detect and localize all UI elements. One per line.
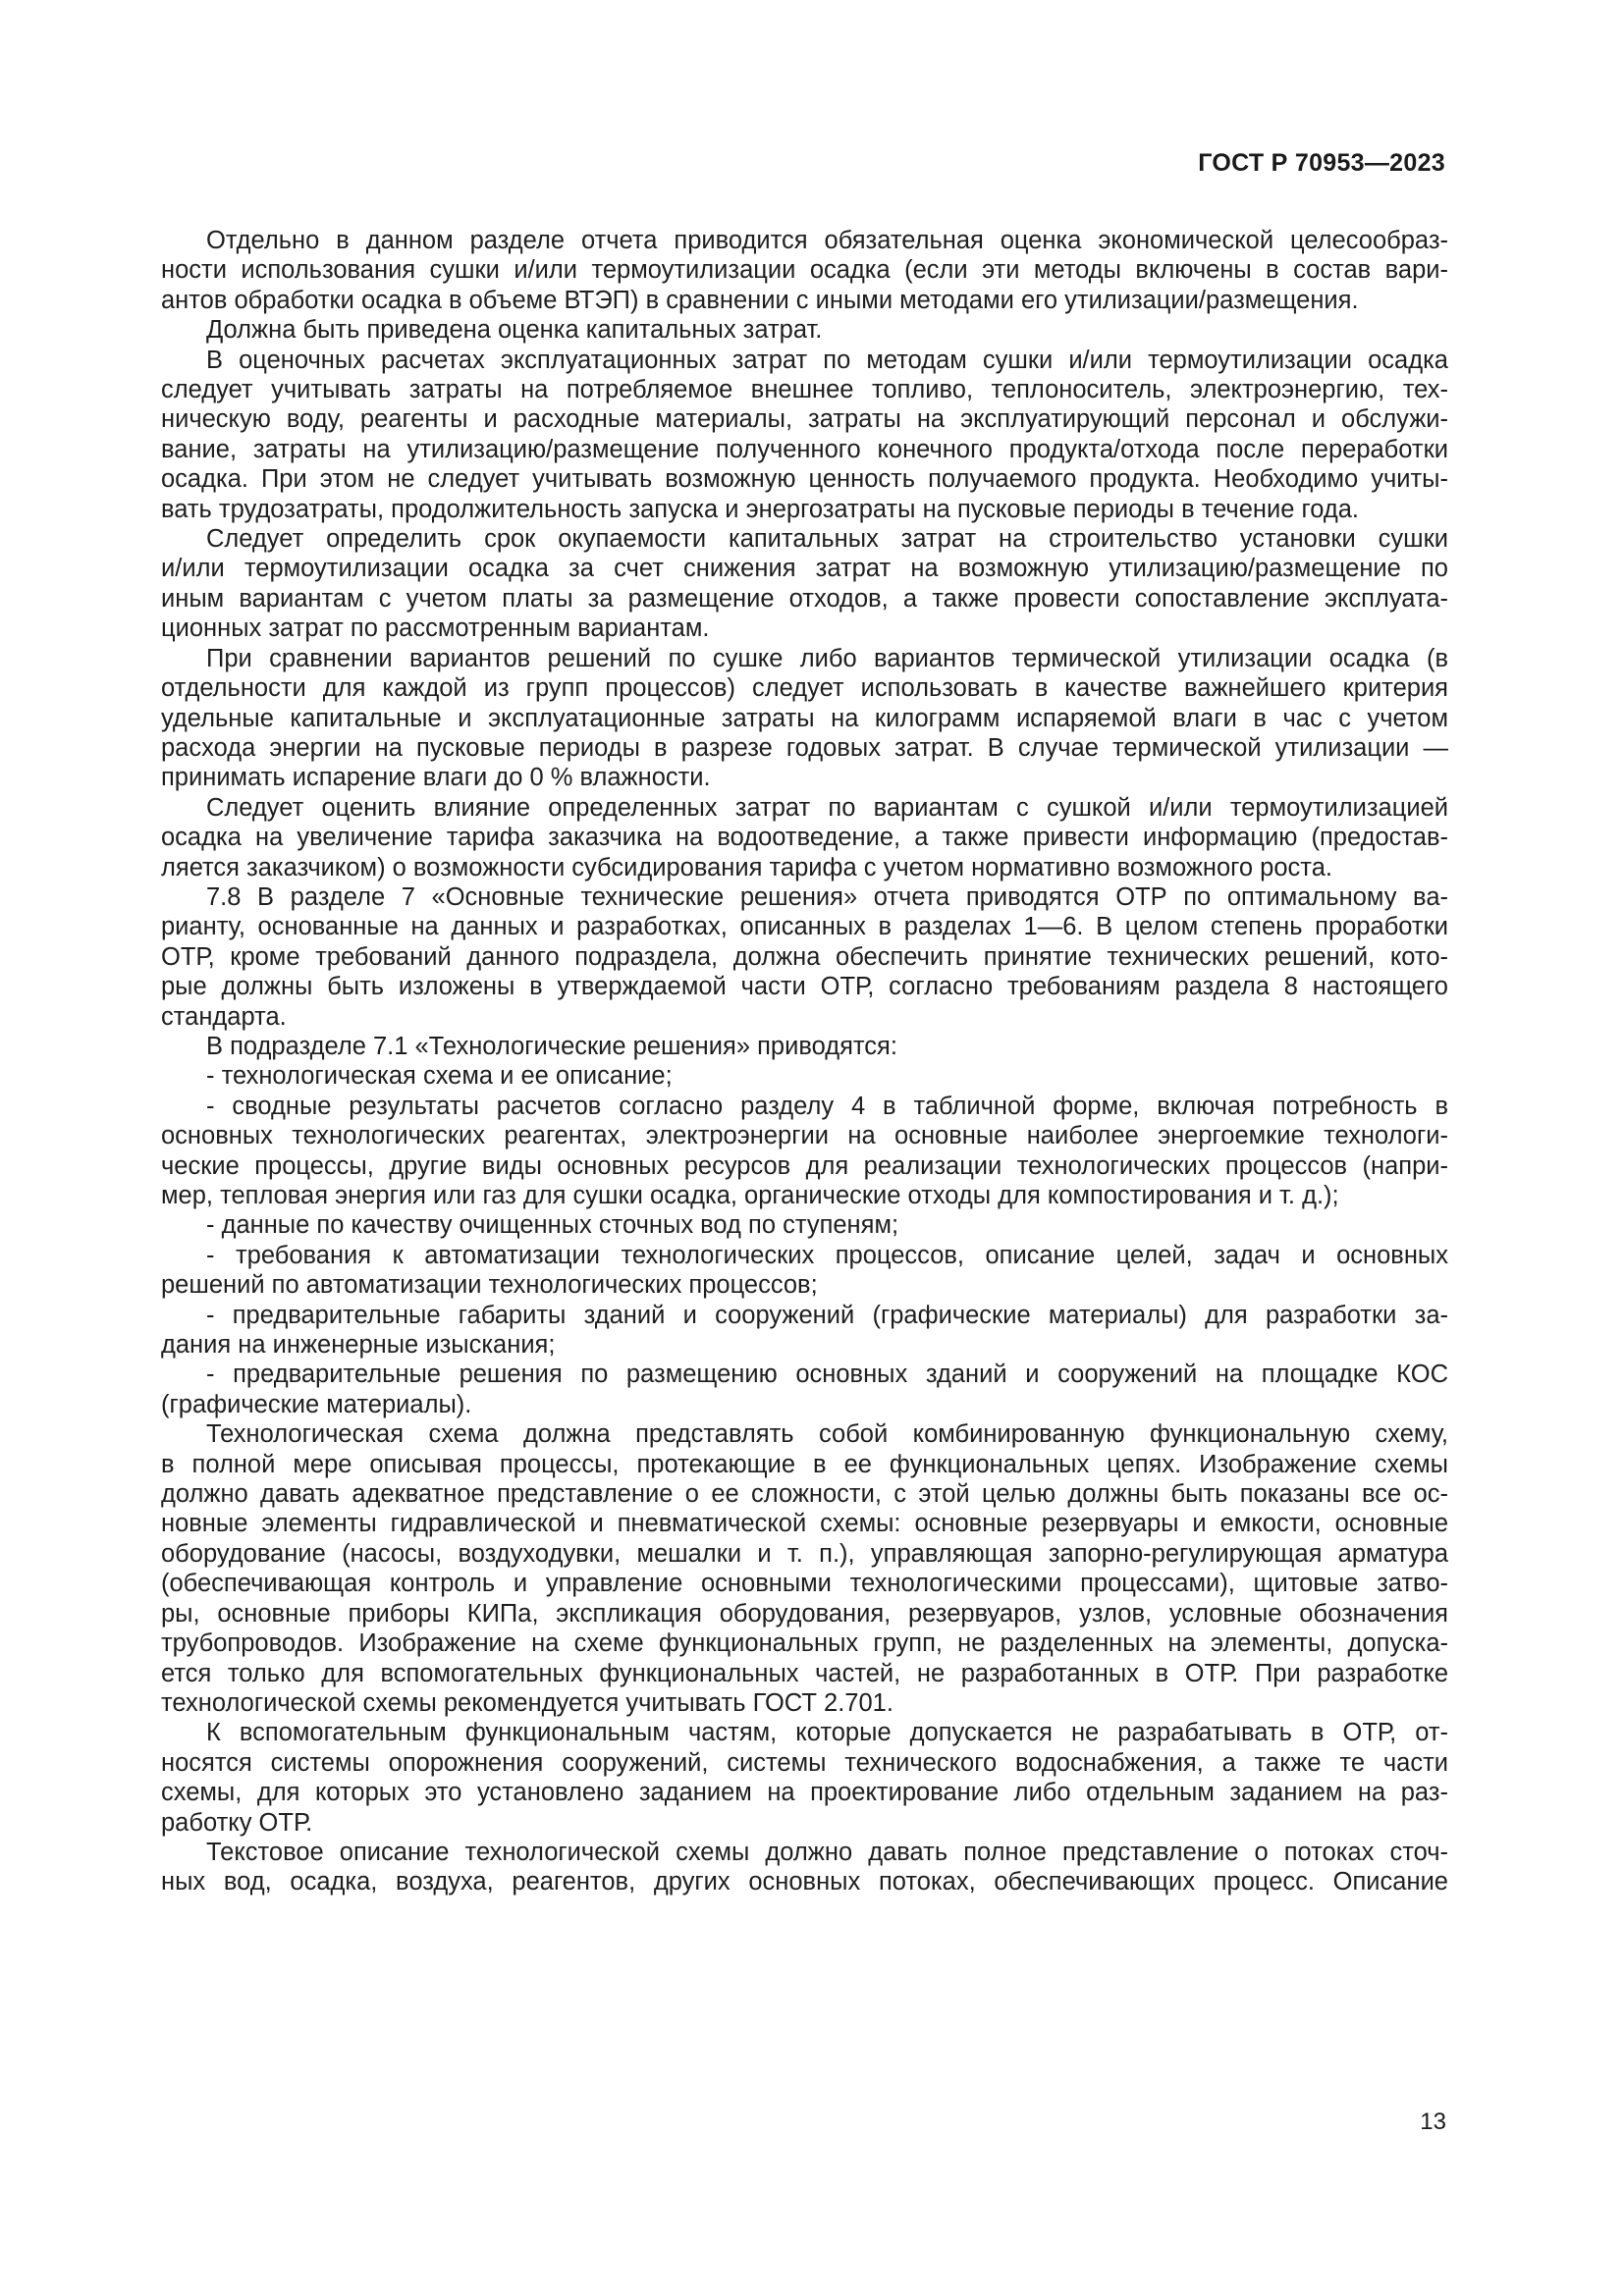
text-line: К вспомогательным функциональным частям, которые допускается не разрабатывать в ОТР, от- [206,1719,1448,1747]
text-line: Текстовое описание технологической схемы должно давать полное представление о потоках сточ- [206,1838,1448,1866]
text-line: (графические материалы). [161,1390,472,1418]
text-line: мер, тепловая энергия или газ для сушки осадка, органические отходы для компостирования и т. д.); [161,1182,1339,1209]
text-line: удельные капитальные и эксплуатационные затраты на килограмм испаряемой влаги в час с учетом [161,704,1448,732]
text-line: и/или термоутилизации осадка за счет снижения затрат на возможную утилизацию/размещение по [161,555,1448,583]
paragraph [161,346,1448,524]
text-line: вание, затраты на утилизацию/размещение полученного конечного продукта/отхода после переработки [161,435,1448,463]
text-line: рианту, основанные на данных и разработках, описанных в разделах 1—6. В целом степень проработки [161,913,1448,941]
text-line: должно давать адекватное представление о ее сложности, с этой целью должны быть показаны все ос- [161,1480,1448,1509]
text-line: ческие процессы, другие виды основных ресурсов для реализации технологических процессов (напри- [161,1151,1448,1180]
text-line: ционных затрат по рассмотренным вариантам. [161,614,710,643]
text-line: - данные по качеству очищенных сточных вод по ступеням; [206,1211,899,1240]
text-line: следует учитывать затраты на потребляемое внешнее топливо, теплоноситель, электроэнергию, тех- [161,376,1448,404]
text-line: - технологическая схема и ее описание; [206,1062,673,1091]
document-body [161,226,1448,1897]
text-line: ности использования сушки и/или термоутилизации осадка (если эти методы включены в состав вари- [161,256,1448,285]
text-line: ническую воду, реагенты и расходные материалы, затраты на эксплуатирующий персонал и обслужи- [161,405,1448,434]
paragraph [161,1718,1448,1838]
text-line: в полной мере описывая процессы, протекающие в ее функциональных цепях. Изображение схемы [161,1450,1448,1478]
paragraph [161,1032,1448,1061]
paragraph [161,1241,1448,1301]
text-line: рые должны быть изложены в утверждаемой части ОТР, согласно требованиям раздела 8 настоящего [161,973,1448,1001]
text-line: антов обработки осадка в объеме ВТЭП) в сравнении с иными методами его утилизации/размещения. [161,286,1359,314]
paragraph [161,793,1448,882]
text-line: дания на инженерные изыскания; [161,1331,556,1360]
text-line: носятся системы опорожнения сооружений, системы технического водоснабжения, а также те части [161,1748,1448,1777]
text-line: стандарта. [161,1002,287,1031]
paragraph [161,1419,1448,1718]
text-line: ры, основные приборы КИПа, экспликация оборудования, резервуаров, узлов, условные обозначения [161,1599,1448,1628]
paragraph [161,524,1448,644]
text-line: осадка на увеличение тарифа заказчика на водоотведение, а также привести информацию (предостав- [161,824,1448,852]
paragraph [161,882,1448,1032]
document-header-id: ГОСТ Р 70953—2023 [1198,149,1445,177]
text-line: Технологическая схема должна представлять собой комбинированную функциональную схему, [206,1420,1448,1449]
text-line: ОТР, кроме требований данного подраздела, должна обеспечить принятие технических решений, кото- [161,942,1448,971]
text-line: отдельности для каждой из групп процессов) следует использовать в качестве важнейшего критерия [161,674,1448,703]
text-line: осадка. При этом не следует учитывать возможную ценность получаемого продукта. Необходимо учиты- [161,465,1448,494]
paragraph [161,1838,1448,1897]
text-line: ляется заказчиком) о возможности субсидирования тарифа с учетом нормативно возможного роста. [161,853,1332,881]
text-line: При сравнении вариантов решений по сушке либо вариантов термической утилизации осадка (в [206,644,1448,672]
text-line: - предварительные решения по размещению основных зданий и сооружений на площадке КОС [206,1361,1448,1389]
paragraph [161,1360,1448,1419]
paragraph [161,644,1448,793]
page-number: 13 [1420,2109,1446,2135]
text-line: схемы, для которых это установлено заданием на проектирование либо отдельным заданием на раз- [161,1779,1448,1807]
text-line: ется только для вспомогательных функциональных частей, не разработанных в ОТР. При разработке [161,1659,1448,1687]
text-line: В оценочных расчетах эксплуатационных затрат по методам сушки и/или термоутилизации осадка [206,346,1448,374]
text-line: Отдельно в данном разделе отчета приводится обязательная оценка экономической целесообраз- [206,227,1448,254]
paragraph [161,226,1448,315]
text-line: основных технологических реагентах, электроэнергии на основные наиболее энергоемкие технологи- [161,1122,1448,1150]
text-line: - предварительные габариты зданий и сооружений (графические материалы) для разработки за- [206,1301,1448,1329]
text-line: вать трудозатраты, продолжительность запуска и энергозатраты на пусковые периоды в течение года. [161,495,1359,523]
paragraph [161,1061,1448,1091]
text-line: (обеспечивающая контроль и управление основными технологическими процессами), щитовые затво- [161,1570,1448,1598]
text-line: новные элементы гидравлической и пневматической схемы: основные резервуары и емкости, основные [161,1510,1448,1538]
paragraph [161,1210,1448,1240]
text-line: технологической схемы рекомендуется учитывать ГОСТ 2.701. [161,1688,893,1717]
text-line: иным вариантам с учетом платы за размещение отходов, а также провести сопоставление эксплуата- [161,584,1448,613]
text-line: - требования к автоматизации технологических процессов, описание целей, задач и основных [206,1241,1448,1269]
text-line: расхода энергии на пусковые периоды в разрезе годовых затрат. В случае термической утилизации — [161,733,1448,762]
text-line: - сводные результаты расчетов согласно разделу 4 в табличной форме, включая потребность в [206,1092,1448,1120]
text-line: Следует определить срок окупаемости капитальных затрат на строительство установки сушки [206,525,1448,554]
text-line: оборудование (насосы, воздуходувки, мешалки и т. п.), управляющая запорно-регулирующая арматура [161,1539,1448,1568]
paragraph [161,1092,1448,1211]
text-line: Должна быть приведена оценка капитальных затрат. [206,316,823,345]
text-line: принимать испарение влаги до 0 % влажности. [161,764,711,792]
paragraph [161,1301,1448,1361]
text-line: 7.8 В разделе 7 «Основные технические решения» отчета приводятся ОТР по оптимальному ва- [206,882,1448,911]
paragraph [161,315,1448,345]
text-line: решений по автоматизации технологических процессов; [161,1271,818,1300]
text-line: ных вод, осадка, воздуха, реагентов, других основных потоках, обеспечивающих процесс. Описание [161,1868,1448,1896]
text-line: В подразделе 7.1 «Технологические решения» приводятся: [206,1032,897,1060]
text-line: Следует оценить влияние определенных затрат по вариантам с сушкой и/или термоутилизацией [206,793,1448,822]
text-line: работку ОТР. [161,1808,313,1837]
text-line: трубопроводов. Изображение на схеме функциональных групп, не разделенных на элементы, допуска- [161,1629,1448,1658]
